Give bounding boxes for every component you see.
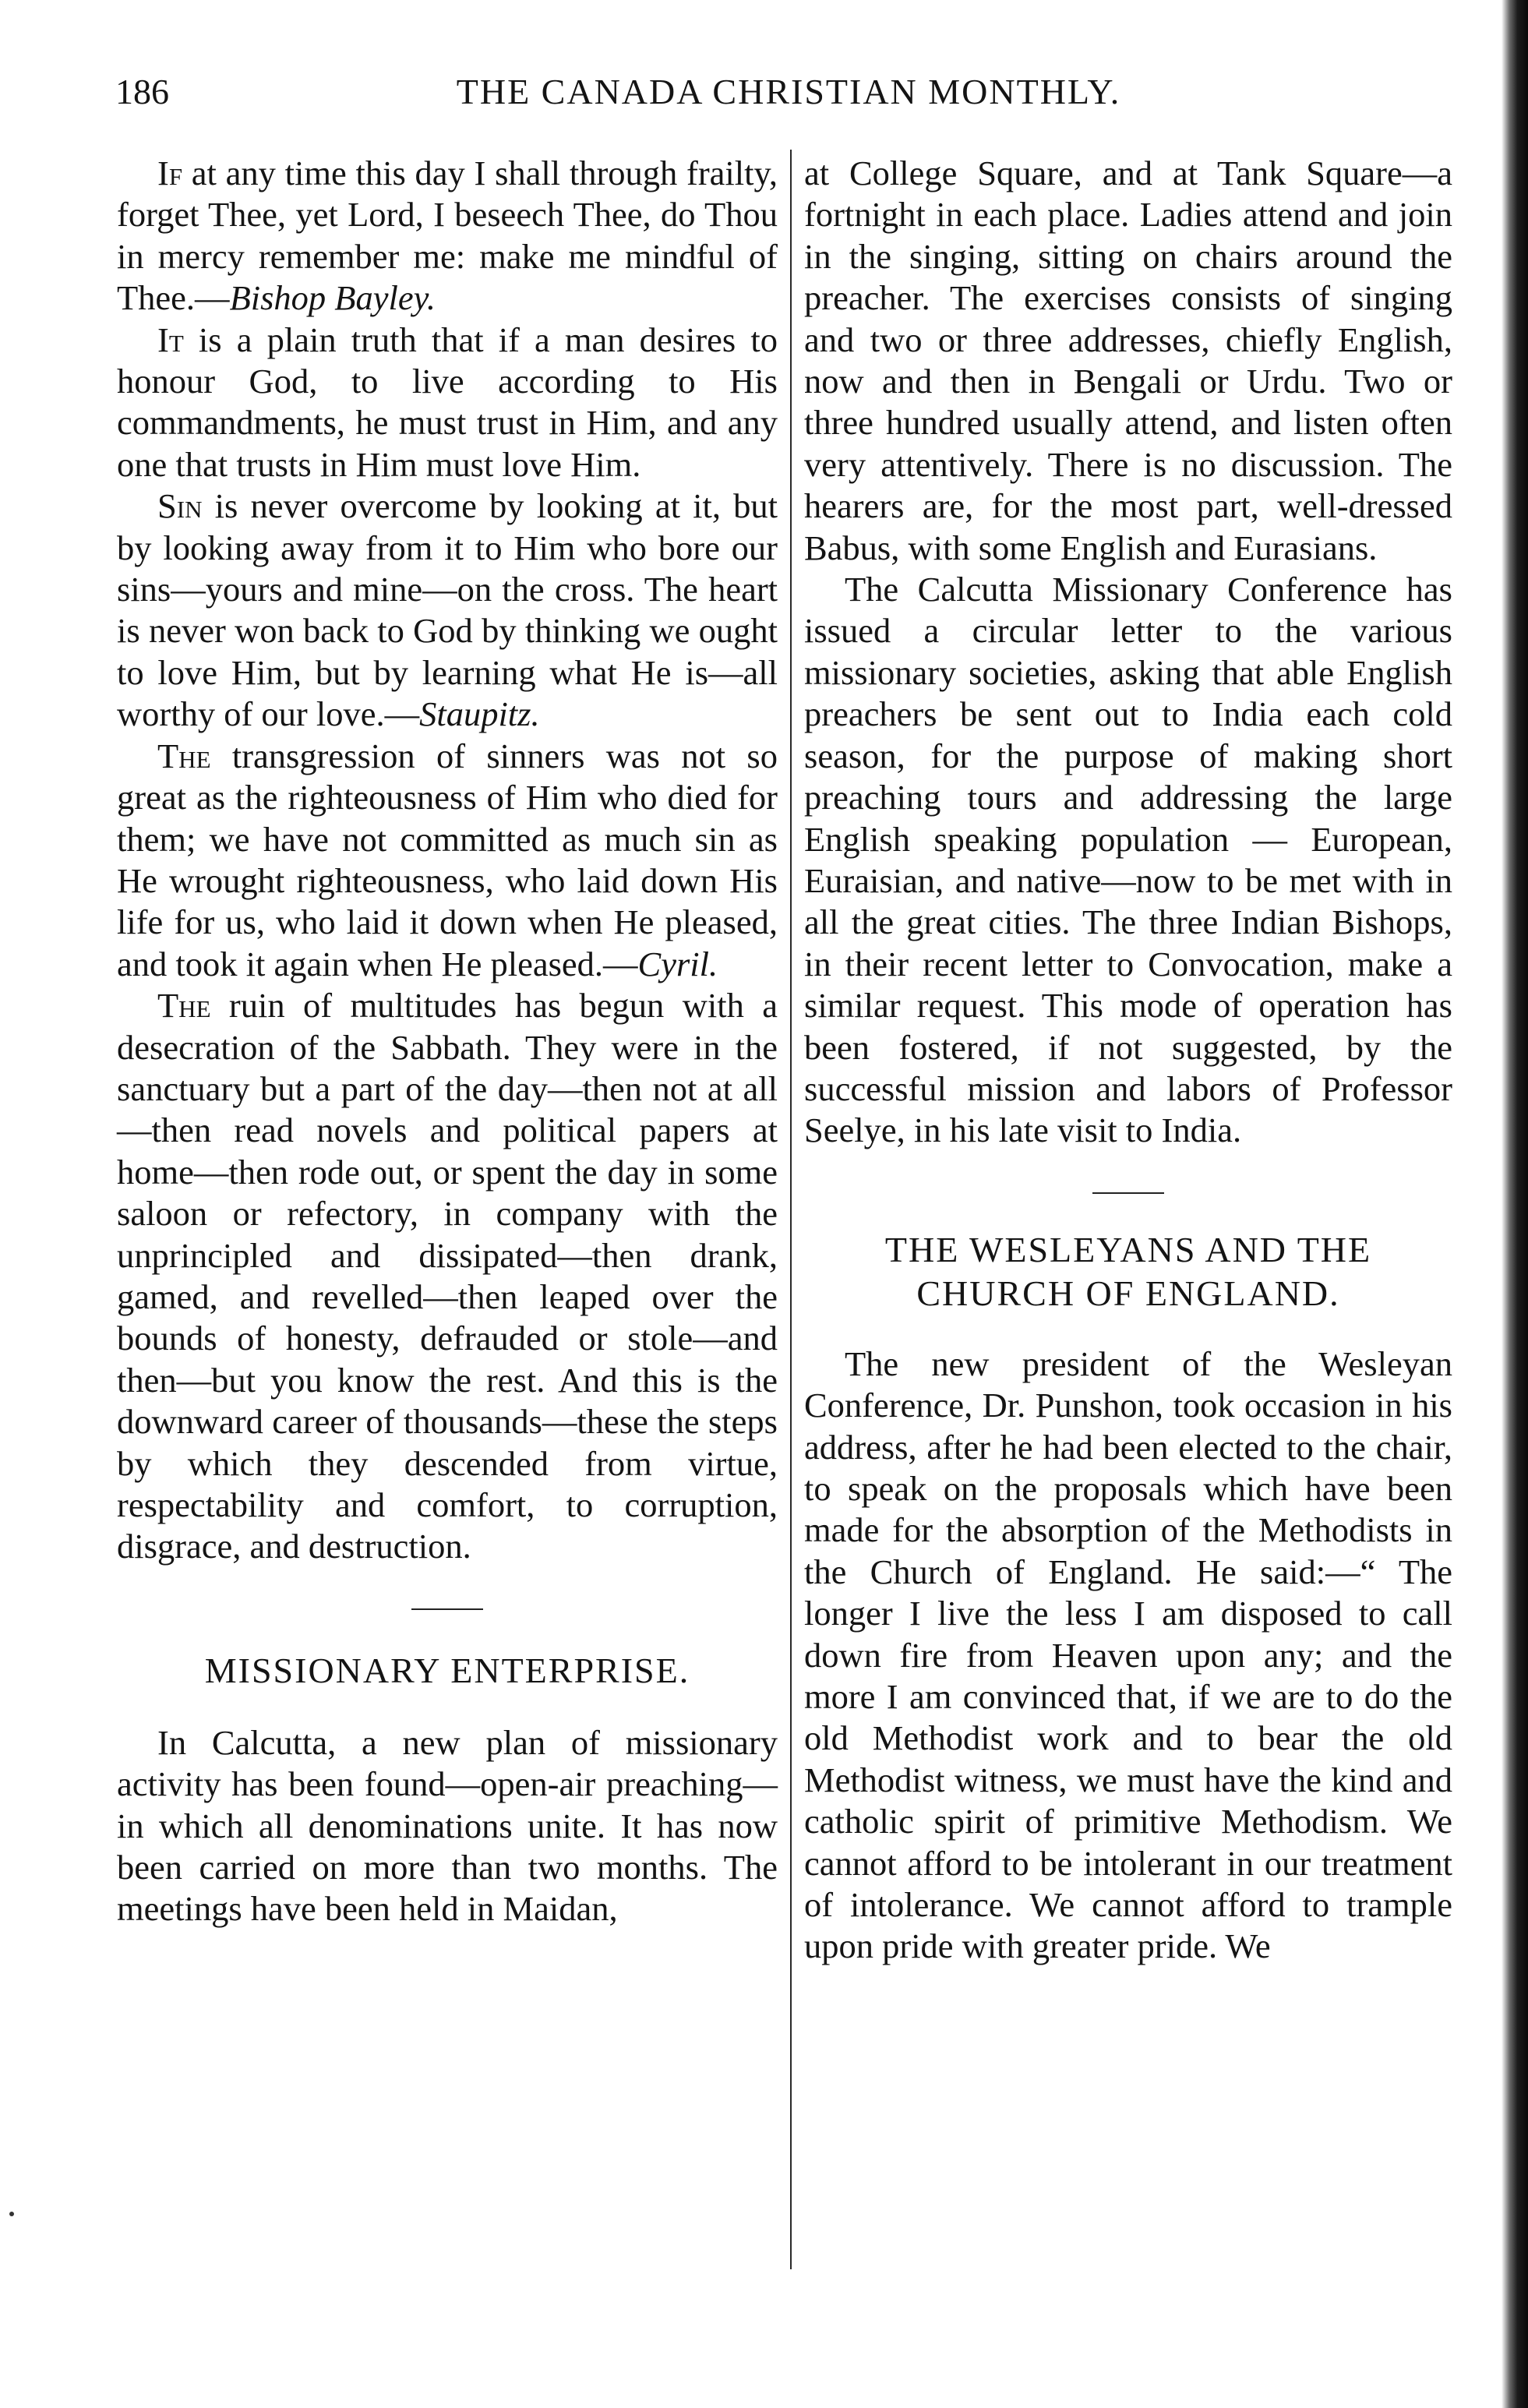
lead-word: The	[157, 736, 211, 775]
paragraph-text: at any time this day I shall through frailty, forget Thee, yet Lord, I beseech Thee, do Thou in mercy remember me: make me mindful of Thee.—	[117, 154, 778, 318]
right-column	[804, 153, 1452, 1968]
quote-cyril	[117, 736, 778, 985]
attribution: Staupitz.	[419, 694, 540, 734]
column-divider	[790, 150, 792, 2269]
section-separator	[1092, 1192, 1164, 1194]
heading-line: CHURCH OF ENGLAND.	[916, 1273, 1340, 1313]
heading-missionary-enterprise: MISSIONARY ENTERPRISE.	[204, 1650, 690, 1690]
paragraph-text: ruin of multitudes has begun with a desecration of the Sabbath. They were in the sanctuary but a part of the day—then not at all—then read novels and political papers at home—then rode out, or spent the day in some saloon or refectory, in company with the unprincipled and dissipated—then drank, gamed, and revelled—then leaped over the bounds of honesty, defrauded or stole—and then—but you know the rest. And this is the downward career of thousands—these the steps by which they descended from virtue, respectability and comfort, to corruption, disgrace, and destruction.	[117, 986, 778, 1566]
paragraph-text: The Calcutta Missionary Conference has issued a circular letter to the various missionary societies, asking that able English preachers be sent out to India each cold season, for the purpose of making short preaching tours and addressing the large English speaking population — European, Euraisian, and native—now to be met with in all the great cities. The three Indian Bishops, in their recent letter to Convocation, make a similar request. This mode of operation has been fostered, if not suggested, by the successful mission and labors of Professor Seelye, in his late visit to India.	[804, 570, 1452, 1150]
quote-staupitz	[117, 485, 778, 735]
lead-word: It	[157, 320, 184, 359]
paragraph-text: transgression of sinners was not so great as the righteousness of Him who died for them; we have not committed as much sin as He wrought righteousness, who laid down His life for us, who laid it down when He pleased, and took it again when He pleased.—	[117, 736, 778, 983]
lead-word: The	[157, 986, 211, 1026]
attribution: Cyril.	[637, 944, 718, 983]
quote-bishop-bayley	[117, 153, 778, 320]
paragraph-text: In Calcutta, a new plan of missionary activity has been found—open-air preaching—in which all denominations unite. It has now been carried on more than two months. The meetings have been held in Maidan,	[117, 1722, 778, 1929]
attribution: Bishop Bayley.	[229, 278, 436, 318]
paragraph-text: is never overcome by looking at it, but by looking away from it to Him who bore our sins—yours and mine—on the cross. The heart is never won back to God by thinking we ought to love Him, but by learning what He is—all worthy of our love.—	[117, 486, 778, 734]
lead-word: Sin	[157, 486, 203, 526]
page-number: 186	[115, 72, 169, 111]
lead-word: If	[157, 154, 183, 192]
heading-line: THE WESLEYANS AND THE	[884, 1229, 1372, 1269]
paragraph-sabbath	[117, 985, 778, 1568]
running-title: THE CANADA CHRISTIAN MONTHLY.	[456, 72, 1121, 111]
paragraph-text: is a plain truth that if a man desires to honour God, to live according to His commandments, he must trust in Him, and any one that trusts in Him must love Him.	[117, 320, 778, 484]
page-header	[115, 69, 1462, 123]
paragraph-calcutta	[117, 1722, 778, 1930]
paragraph-text: The new president of the Wesleyan Conference, Dr. Punshon, took occasion in his address, after he had been elected to the chair, to speak on the proposals which have been made for the absorption of the Methodists in the Church of England. He said:—“ The longer I live the less I am disposed to call down fire from Heaven upon any; and the more I am convinced that, if we are to do the old Methodist work and to bear the old Methodist witness, we must have the kind and catholic spirit of primitive Methodism. We cannot afford to be intolerant in our treatment of intolerance. We cannot afford to trample upon pride with greater pride. We	[804, 1343, 1452, 1966]
paragraph-missionary-conference	[804, 569, 1452, 1152]
paragraph-text: at College Square, and at Tank Square—a fortnight in each place. Ladies attend and join in the singing, sitting on chairs around the preacher. The exercises consists of singing and two or three addresses, chiefly English, now and then in Bengali or Urdu. Two or three hundred usually attend, and listen often very attentively. There is no discussion. The hearers are, for the most part, well-dressed Babus, with some English and Eurasians.	[804, 154, 1452, 567]
heading-wesleyans	[804, 1228, 1452, 1315]
section-separator	[411, 1608, 483, 1610]
paragraph-punshon	[804, 1343, 1452, 1968]
margin-speck	[9, 2212, 14, 2216]
paragraph-college-square	[804, 153, 1452, 569]
page-edge-shadow	[1502, 0, 1528, 2408]
paragraph-honour-god	[117, 320, 778, 486]
left-column	[117, 153, 778, 1930]
